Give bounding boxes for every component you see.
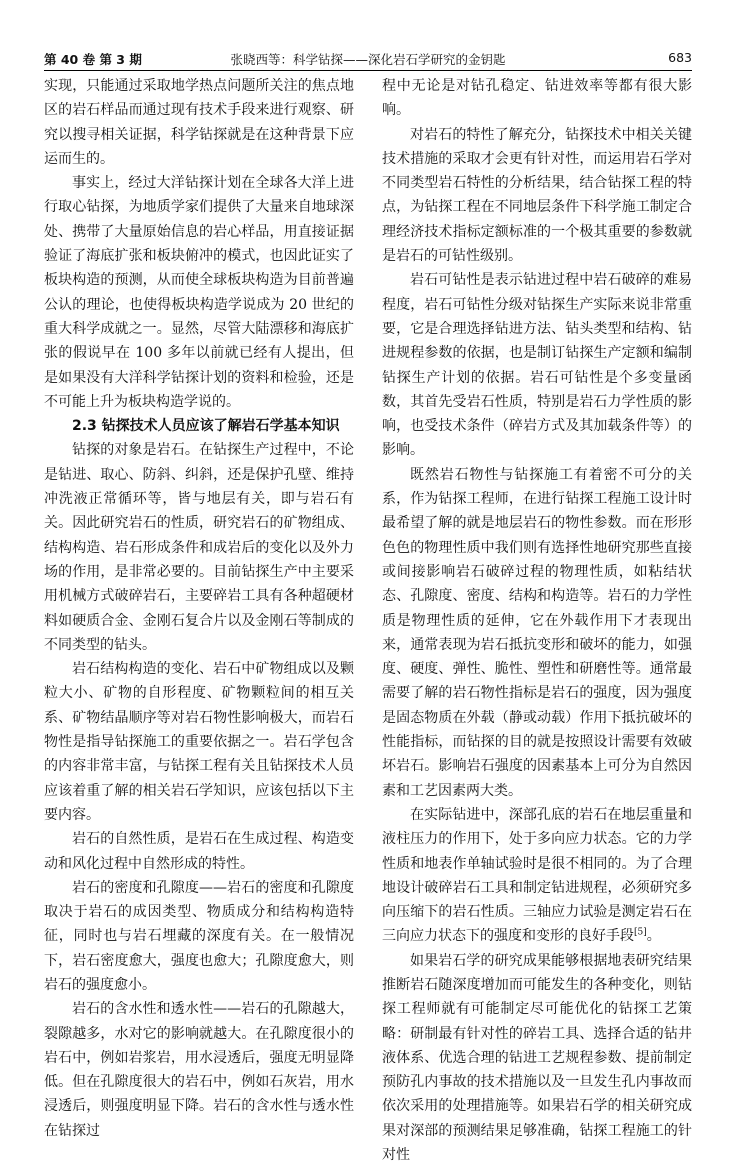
paragraph: 实现，只能通过采取地学热点问题所关注的焦点地区的岩石样品而通过现有技术手段来进行观察、研究以搜寻相关证据，科学钻探就是在这种背景下应运而生的。 (44, 78, 354, 167)
paragraph: 岩石可钻性是表示钻进过程中岩石破碎的难易程度，岩石可钻性分级对钻探生产实际来说非常重要，它是合理选择钻进方法、钻头类型和结构、钻进规程参数的依据，也是制订钻探生产定额和编制钻探生产计划的依据。岩石可钻性是个多变量函数，其首先受岩石性质，特别是岩石力学性质的影响，也受技术条件（碎岩方式及其加载条件等）的影响。 (382, 272, 692, 459)
paragraph: 岩石的含水性和透水性——岩石的孔隙越大，裂隙越多，水对它的影响就越大。在孔隙度很小的岩石中，例如岩浆岩，用水浸透后，强度无明显降低。但在孔隙度很大的岩石中，例如石灰岩，用水浸透后，则强度明显下降。岩石的含水性与透水性在钻探过 (44, 1001, 354, 1139)
right-column (382, 74, 692, 1164)
header-rule (44, 70, 692, 71)
page-number: 683 (668, 50, 692, 65)
paragraph: 钻探的对象是岩石。在钻探生产过程中，不论是钻进、取心、防斜、纠斜，还是保护孔壁、维持冲洗液正常循环等，皆与地层有关，即与岩石有关。因此研究岩石的性质，研究岩石的矿物组成、结构构造、岩石形成条件和成岩后的变化以及外力场的作用，是非常必要的。目前钻探生产中主要采用机械方式破碎岩石，主要碎岩工具有各种超硬材料如硬质合金、金刚石复合片以及金刚石等制成的不同类型的钻头。 (44, 442, 354, 653)
left-column (44, 74, 354, 1139)
page-header (44, 50, 692, 70)
paragraph: 岩石的自然性质，是岩石在生成过程、构造变动和风化过程中自然形成的特性。 (44, 831, 354, 872)
paragraph: 程中无论是对钻孔稳定、钻进效率等都有很大影响。 (382, 78, 692, 119)
journal-issue: 第 40 卷 第 3 期 (44, 52, 142, 67)
paragraph: 岩石的密度和孔隙度——岩石的密度和孔隙度取决于岩石的成因类型、物质成分和结构构造特征，同时也与岩石埋藏的深度有关。在一般情况下，岩石密度愈大，强度也愈大；孔隙度愈大，则岩石的强度愈小。 (44, 879, 354, 993)
paragraph: 既然岩石物性与钻探施工有着密不可分的关系，作为钻探工程师，在进行钻探工程施工设计时最希望了解的就是地层岩石的物性参数。而在形形色色的物理性质中我们则有选择性地研究那些直接或间接影响岩石破碎过程的物理性质，如粘结状态、孔隙度、密度、结构和构造等。岩石的力学性质是物理性质的延伸，它在外载作用下才表现出来，通常表现为岩石抵抗变形和破坏的能力，如强度、硬度、弹性、脆性、塑性和研磨性等。通常最需要了解的岩石物性指标是岩石的强度，因为强度是固态物质在外载（静或动载）作用下抵抗破坏的性能指标，而钻探的目的就是按照设计需要有效破坏岩石。影响岩石强度的因素基本上可分为自然因素和工艺因素两大类。 (382, 466, 692, 799)
paragraph: 如果岩石学的研究成果能够根据地表研究结果推断岩石随深度增加而可能发生的各种变化，则钻探工程师就有可能制定尽可能优化的钻探工艺策略：研制最有针对性的碎岩工具、选择合适的钻井液体系、优选合理的钻进工艺规程参数、提前制定预防孔内事故的技术措施以及一旦发生孔内事故而依次采用的处理措施等。如果岩石学的相关研究成果对深部的预测结果足够准确，钻探工程施工的针对性 (382, 952, 692, 1164)
paragraph: 事实上，经过大洋钻探计划在全球各大洋上进行取心钻探，为地质学家们提供了大量来自地球深处、携带了大量原始信息的岩心样品，用直接证据验证了海底扩张和板块俯冲的模式，也因此证实了板块构造的预测，从而使全球板块构造为目前普遍公认的理论，也使得板块构造学说成为 20 世纪的重大科学成就之一。显然，尽管大陆漂移和海底扩张的假说早在 100 多年以前就已经有人提出，但是如果没有大洋科学钻探计划的资料和检验，还是不可能上升为板块构造学说的。 (44, 175, 354, 410)
paragraph: 岩石结构构造的变化、岩石中矿物组成以及颗粒大小、矿物的自形程度、矿物颗粒间的相互关系、矿物结晶顺序等对岩石物性影响极大，而岩石物性是指导钻探施工的重要依据之一。岩石学包含的内容非常丰富，与钻探工程有关且钻探技术人员应该着重了解的相关岩石学知识，应该包括以下主要内容。 (44, 661, 354, 823)
paragraph: 对岩石的特性了解充分，钻探技术中相关关键技术措施的采取才会更有针对性，而运用岩石学对不同类型岩石特性的分析结果，结合钻探工程的特点，为钻探工程在不同地层条件下科学施工制定合理经济技术指标定额标准的一个极其重要的参数就是岩石的可钻性级别。 (382, 126, 692, 265)
section-heading: 2.3 钻探技术人员应该了解岩石学基本知识 (72, 418, 340, 435)
running-title: 张晓西等：科学钻探——深化岩石学研究的金钥匙 (230, 52, 506, 67)
citation-ref[interactable]: [5] (634, 927, 647, 938)
paragraph-end: 。 (646, 928, 661, 945)
paragraph (382, 803, 692, 949)
paragraph-text: 在实际钻进中，深部孔底的岩石在地层重量和液柱压力的作用下，处于多向应力状态。它的力学性质和地表作单轴试验时是很不相同的。为了合理地设计破碎岩石工具和制定钻进规程，必须研究多向压缩下的岩石性质。三轴应力试验是测定岩石在三向应力状态下的强度和变形的良好手段 (382, 806, 692, 945)
